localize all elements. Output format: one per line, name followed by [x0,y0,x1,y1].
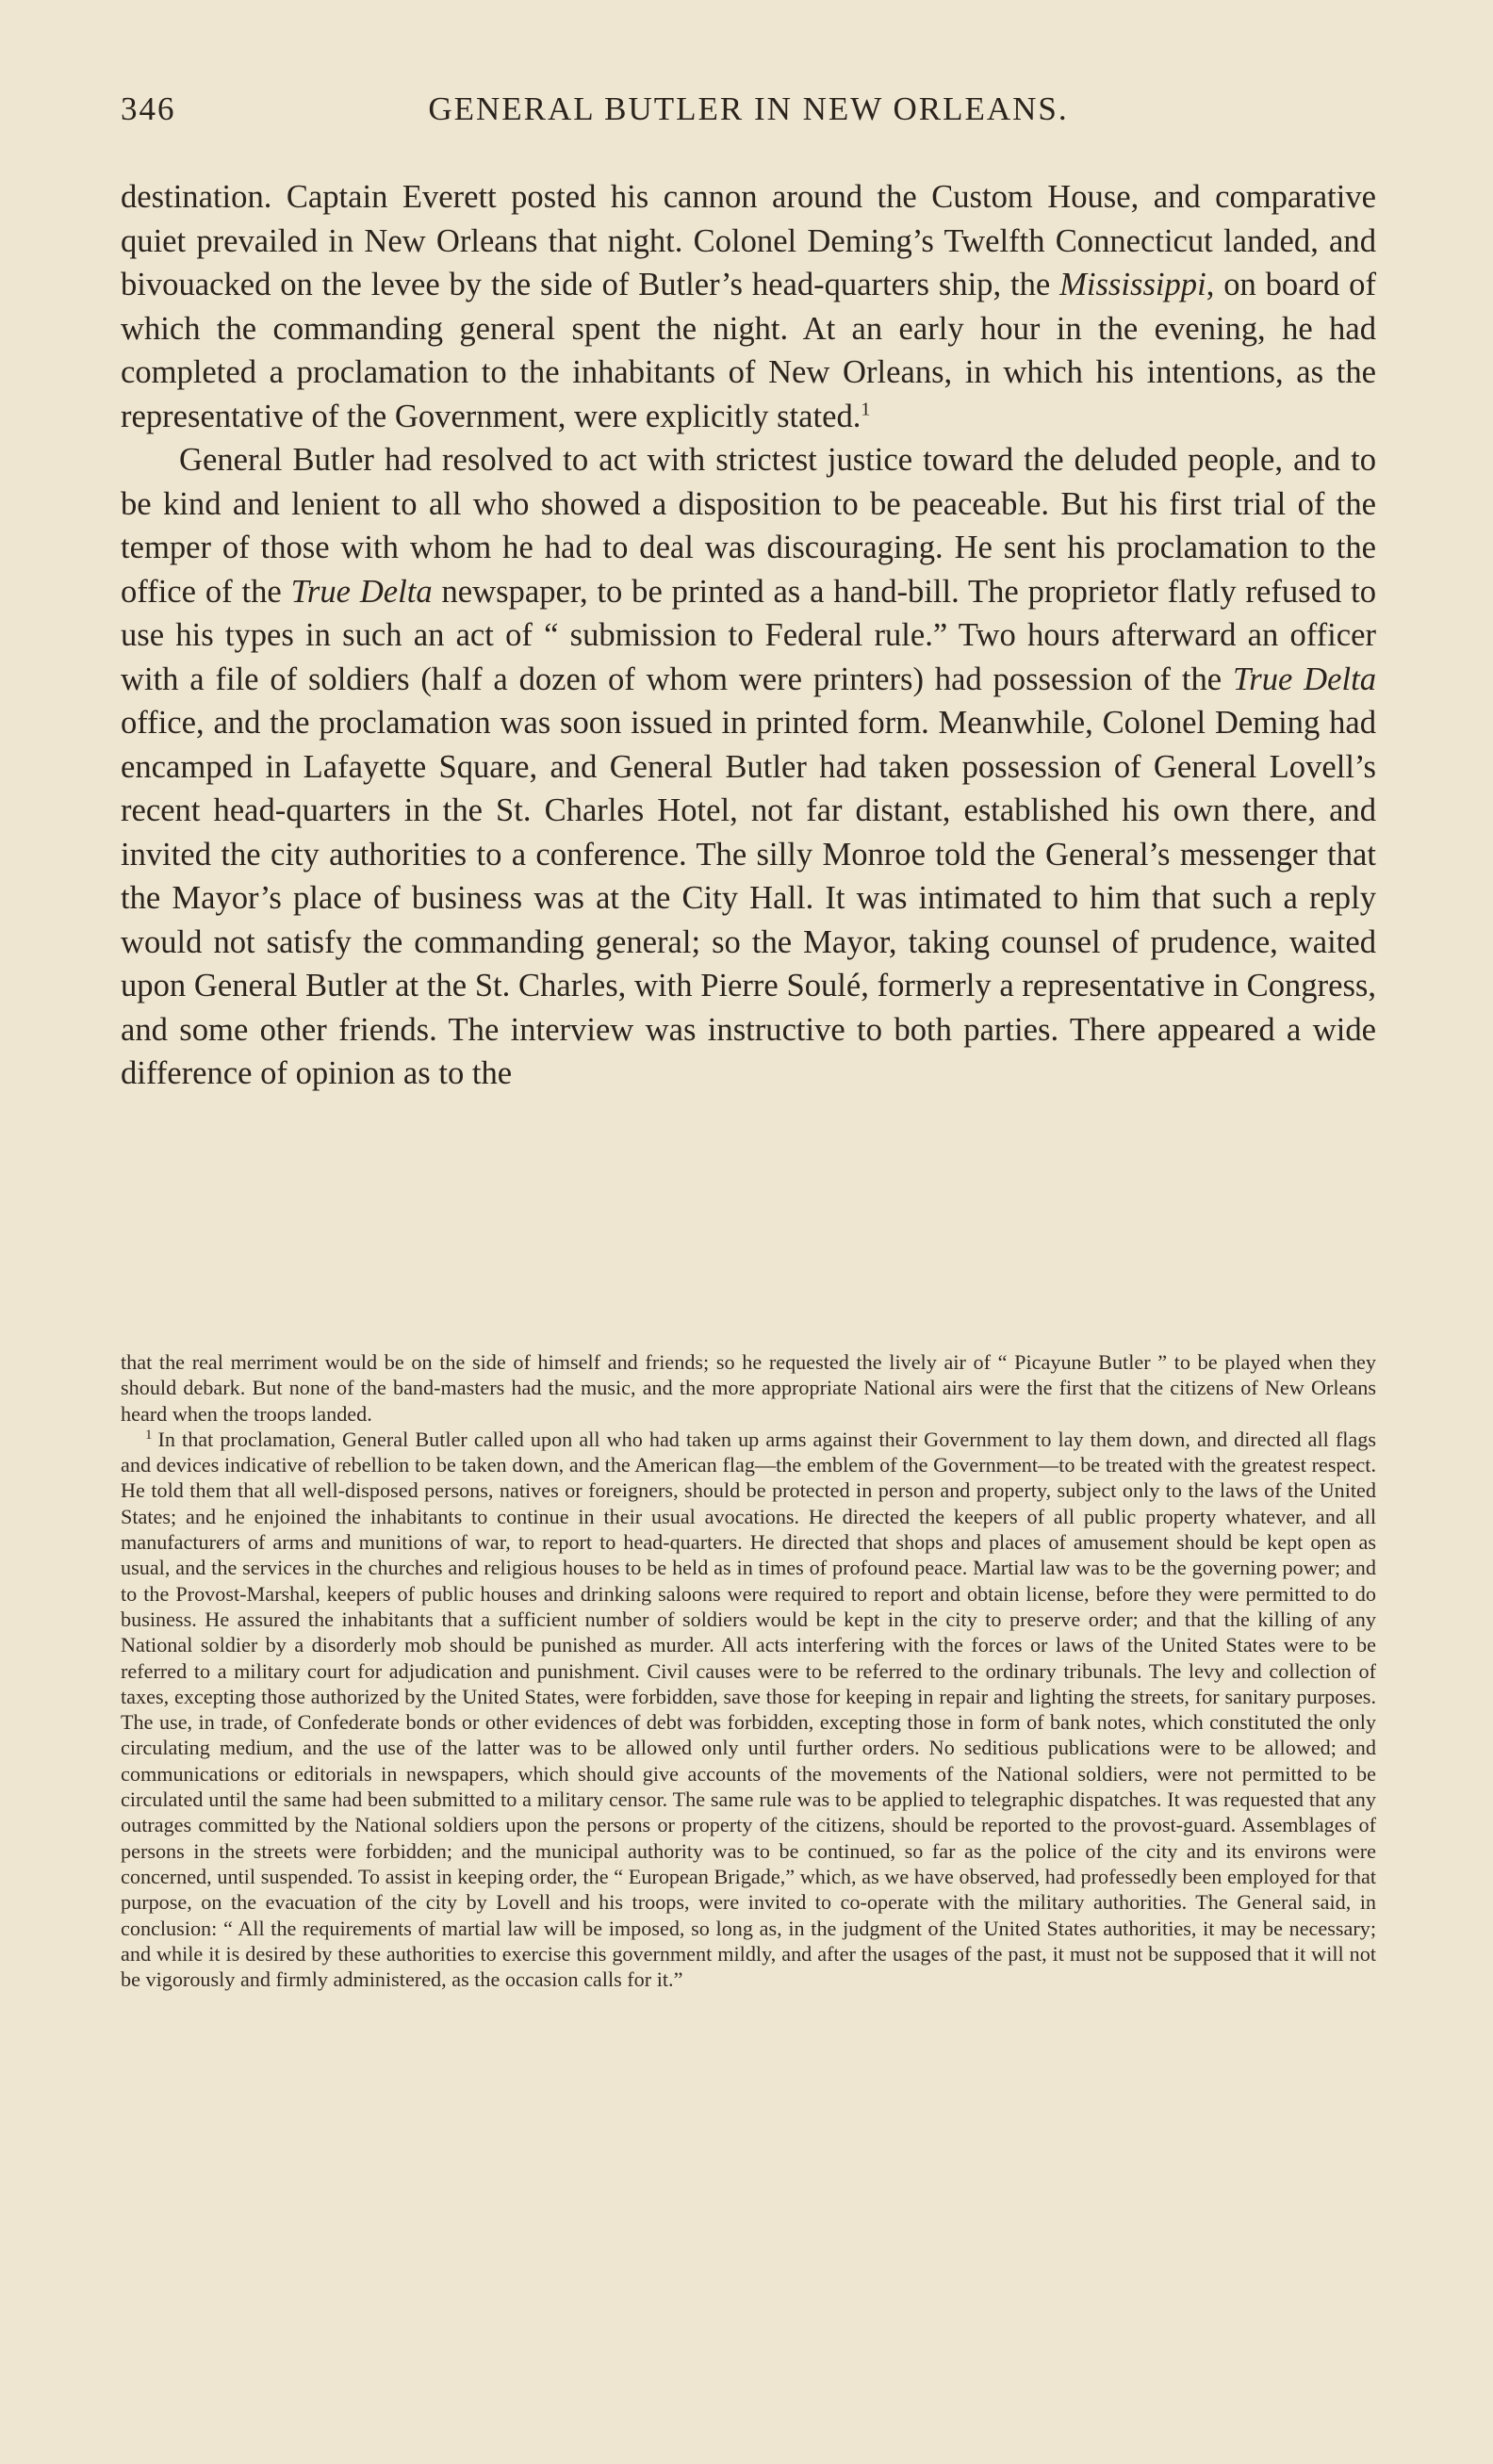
running-head: GENERAL BUTLER IN NEW ORLEANS. [428,90,1069,127]
paragraph-1-text-a: destination. Captain Everett posted his cannon around the Custom House, and comparative quiet prevailed in New Orleans that night. Colonel Deming’s Twelfth Connecticut landed, and bivouacked on the levee by the side of Butler’s head-quarters ship, the [121,179,1376,302]
footnote-1-mark: 1 [145,1427,153,1443]
footnote-1 [121,1427,1376,1993]
footnote-reference: 1 [861,398,871,419]
paragraph-2-text-a: General Butler had resolved to act with strictest justice toward the deluded people, and to be kind and lenient to all who showed a disposition to be peaceable. But his first trial of the temper of those with whom he had to deal was discouraging. He sent his proclamation to the office of the [121,442,1376,610]
ship-name: Mississippi [1059,267,1206,302]
paragraph-2 [121,438,1376,1096]
paragraph-2-text-e: office, and the proclamation was soon issued in printed form. Meanwhile, Colonel Deming had encamped in Lafayette Square, and General Butler had taken possession of General Lovell’s recent head-quarters in the St. Charles Hotel, not far distant, established his own there, and invited the city authorities to a conference. The silly Monroe told the General’s messenger that the Mayor’s place of business was at the City Hall. It was intimated to him that such a reply would not satisfy the commanding general; so the Mayor, taking counsel of prudence, waited upon General Butler at the St. Charles, with Pierre Soulé, formerly a representative in Congress, and some other friends. The interview was instructive to both parties. There appeared a wide difference of opinion as to the [121,705,1376,1091]
page-header [121,90,1376,134]
paragraph-2-text-c: newspaper, to be printed as a hand-bill. The proprietor flatly refused to use his types in such an act of “ submission to Federal rule.” Two hours afterward an officer with a file of soldiers (half a dozen of whom were printers) had possession of the [121,573,1376,697]
paragraph-1 [121,175,1376,438]
footnote-continued: that the real merriment would be on the side of himself and friends; so he requested the lively air of “ Picayune Butler ” to be played when they should debark. But none of the band-masters had the music, and the more appropriate National airs were the first that the citizens of New Orleans heard when the troops landed. [121,1350,1376,1426]
newspaper-name-2: True Delta [1232,661,1376,697]
newspaper-name: True Delta [290,573,433,610]
body-text [121,175,1376,1096]
book-page [121,0,1376,2464]
footnote-1-text: In that proclamation, General Butler called upon all who had taken up arms against their Government to lay them down, and directed all flags and devices indicative of rebellion to be taken down, and the American flag—the emblem of the Government—to be treated with the greatest respect. He told them that all well-disposed persons, natives or foreigners, should be protected in person and property, subject only to the laws of the United States; and he enjoined the inhabitants to continue in their usual avocations. He directed the keepers of all public property whatever, and all manufacturers of arms and munitions of war, to report to head-quarters. He directed that shops and places of amusement should be kept open as usual, and the services in the churches and religious houses to be held as in times of profound peace. Martial law was to be the governing power; and to the Provost-Marshal, keepers of public houses and drinking saloons were required to report and obtain license, before they were permitted to do business. He assured the inhabitants that a sufficient number of soldiers would be kept in the city to preserve order; and that the killing of any National soldier by a disorderly mob should be punished as murder. All acts interfering with the forces or laws of the United States were to be referred to a military court for adjudication and punishment. Civil causes were to be referred to the ordinary tribunals. The levy and collection of taxes, excepting those authorized by the United States, were forbidden, save those for keeping in repair and lighting the streets, for sanitary purposes. The use, in trade, of Confederate bonds or other evidences of debt was forbidden, excepting those in form of bank notes, which constituted the only circulating medium, and the use of the latter was to be allowed only until further orders. No seditious publications were to be allowed; and communications or editorials in newspapers, which should give accounts of the movements of the National soldiers, were not permitted to be circulated until the same had been submitted to a military censor. The same rule was to be applied to telegraphic dispatches. It was requested that any outrages committed by the National soldiers upon the persons or property of the citizens, should be reported to the provost-guard. Assemblages of persons in the streets were forbidden; and the municipal authority was to be continued, so far as the police of the city and its environs were concerned, until suspended. To assist in keeping order, the “ European Brigade,” which, as we have observed, had professedly been employed for that purpose, on the evacuation of the city by Lovell and his troops, were invited to co-operate with the military authorities. The General said, in conclusion: “ All the requirements of martial law will be imposed, so long as, in the judgment of the United States authorities, it may be necessary; and while it is desired by these authorities to exercise this government mildly, and after the usages of the past, it must not be supposed that it will not be vigorously and firmly administered, as the occasion calls for it.” [121,1427,1376,1992]
footnotes [121,1349,1376,1992]
paragraph-1-text-c: , on board of which the commanding general spent the night. At an early hour in the evening, he had completed a proclamation to the inhabitants of New Orleans, in which his intentions, as the representative of the Government, were explicitly stated. [121,267,1376,434]
page-number: 346 [121,90,176,127]
